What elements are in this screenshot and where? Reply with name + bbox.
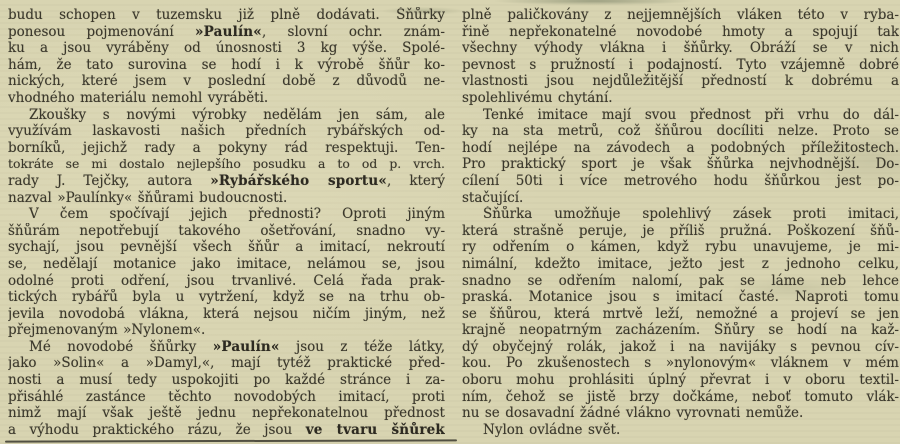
text-line <box>462 206 899 223</box>
text-segment: , slovní ochr. znám- <box>261 23 445 40</box>
text-segment: Tenké imitace mají svou přednost při vrhu do dál- <box>483 106 899 123</box>
text-segment: Mé novodobé šňůrky <box>29 338 213 355</box>
text-segment: řině nepřekonatelné novodobé hmoty a spojují tak <box>462 23 899 40</box>
text-segment: budu schopen v tuzemsku již plně dodávati. Šňůrky <box>8 7 445 23</box>
text-segment: dý obyčejný rolák, jakož i na navijáky s pevnou cív- <box>462 338 899 355</box>
text-segment: a výhodu praktického rázu, že jsou <box>8 421 306 438</box>
text-segment: ním, čehož se jistě brzy dočkáme, neboť tomuto vlák- <box>462 388 899 405</box>
text-segment: která strašně peruje, je příliš pružná. Poškození šňů- <box>462 222 899 239</box>
text-line <box>462 90 899 107</box>
text-line <box>8 306 445 323</box>
text-segment: rady J. Tejčky, autora <box>8 172 211 189</box>
text-line <box>8 372 445 389</box>
text-segment: nosti a musí tedy uspokojiti po každé stránce i za- <box>8 372 445 389</box>
text-line <box>8 339 445 356</box>
text-segment: ku a jsou vyráběny od únosnosti 3 kg výše. Spolé- <box>8 40 445 57</box>
text-segment: Pro praktický sport je však šňůrka nejvhodnější. Do- <box>462 156 899 173</box>
text-segment: odolné proti odření, jsou trvanlivé. Celá řada prak- <box>8 272 445 289</box>
text-segment: hám, že tato surovina se hodí i k výrobě šňůr ko- <box>8 56 445 73</box>
text-line <box>462 7 899 24</box>
text-line <box>462 322 899 339</box>
text-column-left <box>8 7 445 438</box>
text-line <box>462 73 899 90</box>
text-segment: jevila novodobá vlákna, která nejsou ničím jiným, než <box>8 305 445 322</box>
text-line <box>8 90 445 107</box>
text-segment: vlastnosti jsou nejdůležitější předností k dobrému a <box>462 73 899 90</box>
text-line <box>462 372 899 389</box>
text-segment-bold: »Rybářského sportu« <box>210 172 388 189</box>
text-segment: snadno se odřením nalomí, pak se láme neb lehce <box>462 272 899 289</box>
page-bottom-rule <box>5 439 457 442</box>
text-segment: nimální, kdežto imitace, ježto jest z jednoho celku, <box>462 255 899 272</box>
text-line <box>8 40 445 57</box>
text-segment: pevnost s pružností i podajností. Tyto vzájemně dobré <box>462 56 899 73</box>
text-line <box>8 24 445 41</box>
text-segment: praská. Motanice jsou s imitací časté. Naproti tomu <box>462 289 899 306</box>
text-line <box>8 107 445 124</box>
text-segment: V čem spočívají jejich přednosti? Oproti jiným <box>29 206 445 223</box>
text-segment: borníků, jejichž rady a pokyny rád respektuji. Ten- <box>8 139 445 156</box>
text-segment: plně paličkovány z nejjemnějších vláken této v ryba- <box>462 7 899 23</box>
text-line <box>8 156 445 173</box>
text-segment: vhodného materiálu nemohl vyráběti. <box>8 89 269 106</box>
text-segment: jako »Solin« a »Damyl,«, mají tytéž praktické před- <box>8 355 445 372</box>
text-line <box>462 405 899 422</box>
text-segment: využívám laskavosti našich předních rybářských od- <box>8 123 445 140</box>
text-line <box>462 256 899 273</box>
text-segment: Nylon ovládne svět. <box>483 421 621 438</box>
text-line <box>8 57 445 74</box>
text-segment: přisáhlé zastánce těchto novodobých imitací, proti <box>8 388 445 405</box>
text-segment: se, nedělají motanice jako imitace, nelámou se, jsou <box>8 255 445 272</box>
text-line <box>8 140 445 157</box>
text-segment: jsou z téže látky, <box>279 338 445 355</box>
text-segment: nických, které jsem v poslední době z důvodů ne- <box>8 73 445 90</box>
text-line <box>8 422 445 439</box>
text-segment: kou. Po zkušenostech s »nylonovým« vláknem v mém <box>462 355 899 372</box>
text-line <box>462 107 899 124</box>
text-line <box>462 140 899 157</box>
text-line <box>8 223 445 240</box>
text-line <box>462 40 899 57</box>
text-line <box>8 190 445 207</box>
text-segment-bold: ve tvaru šňůrek <box>305 421 445 438</box>
text-line <box>462 190 899 207</box>
text-segment: tických rybářů byla u vytržení, když se na trhu ob- <box>8 289 445 306</box>
text-line <box>462 24 899 41</box>
text-segment: , který <box>387 172 445 189</box>
text-line <box>8 389 445 406</box>
text-columns <box>8 7 899 438</box>
text-column-right <box>462 7 899 438</box>
text-line <box>8 73 445 90</box>
text-line <box>462 57 899 74</box>
text-line <box>8 405 445 422</box>
text-line <box>462 173 899 190</box>
text-segment: cílení 50ti i více metrového hodu šňůrkou jest po- <box>462 172 899 189</box>
text-segment: ky na sta metrů, což šňůrou docíliti nelze. Proto se <box>462 123 899 140</box>
text-segment: Šňůrka umožňuje spolehlivý zásek proti imitaci, <box>483 206 899 223</box>
text-segment: krajně neopatrným zacházením. Šňůry se hodí na kaž- <box>462 322 899 339</box>
text-line <box>8 289 445 306</box>
text-segment: ry odřením o kámen, když rybu unavujeme, je mi- <box>462 239 899 256</box>
text-line <box>462 223 899 240</box>
text-line <box>462 239 899 256</box>
text-line <box>8 256 445 273</box>
text-segment: spolehlivému chytání. <box>462 89 613 106</box>
text-line <box>462 339 899 356</box>
text-segment: tokráte se mi dostalo nejlepšího posudku a to od p. vrch. <box>8 156 445 172</box>
text-segment: Zkoušky s novými výrobky nedělám jen sám, ale <box>29 106 445 123</box>
text-line <box>462 273 899 290</box>
text-segment: se šňůrou, která mrtvě leží, nemožné a projeví se jen <box>462 305 899 322</box>
text-segment: hodí nejlépe na závodech a podobných příležitostech. <box>462 139 899 156</box>
text-line <box>8 123 445 140</box>
text-segment: přejmenovaným »Nylonem«. <box>8 322 206 339</box>
text-line <box>462 123 899 140</box>
text-line <box>8 173 445 190</box>
text-segment-bold: »Paulín« <box>195 23 262 40</box>
text-line <box>8 355 445 372</box>
text-line <box>462 306 899 323</box>
text-line <box>8 206 445 223</box>
text-line <box>462 389 899 406</box>
text-segment: nimž mají však ještě jednu nepřekonatelnou přednost <box>8 405 445 422</box>
text-segment: oboru mohu prohlásiti úplný převrat i v oboru textil- <box>462 372 899 389</box>
text-segment: všechny výhody vlákna i šňůrky. Obráží se v nich <box>462 40 899 57</box>
text-line <box>462 156 899 173</box>
text-segment: nu se dosavadní žádné vlákno vyrovnati nemůže. <box>462 405 804 422</box>
text-line <box>8 322 445 339</box>
text-segment: ponesou pojmenování <box>8 23 196 40</box>
text-segment: šňůrám nepotřebují takového ošetřování, snadno vy- <box>8 222 445 239</box>
text-segment: nazval »Paulínky« šňůrami budoucnosti. <box>8 189 288 206</box>
text-line <box>8 273 445 290</box>
text-line <box>8 239 445 256</box>
text-line <box>462 289 899 306</box>
text-segment: sychají, jsou pevnější všech šňůr a imitací, nekroutí <box>8 239 445 256</box>
text-segment-bold: »Paulín« <box>212 338 280 355</box>
text-segment: stačující. <box>462 189 524 206</box>
text-line <box>462 355 899 372</box>
text-line <box>462 422 899 439</box>
text-line <box>8 7 445 24</box>
